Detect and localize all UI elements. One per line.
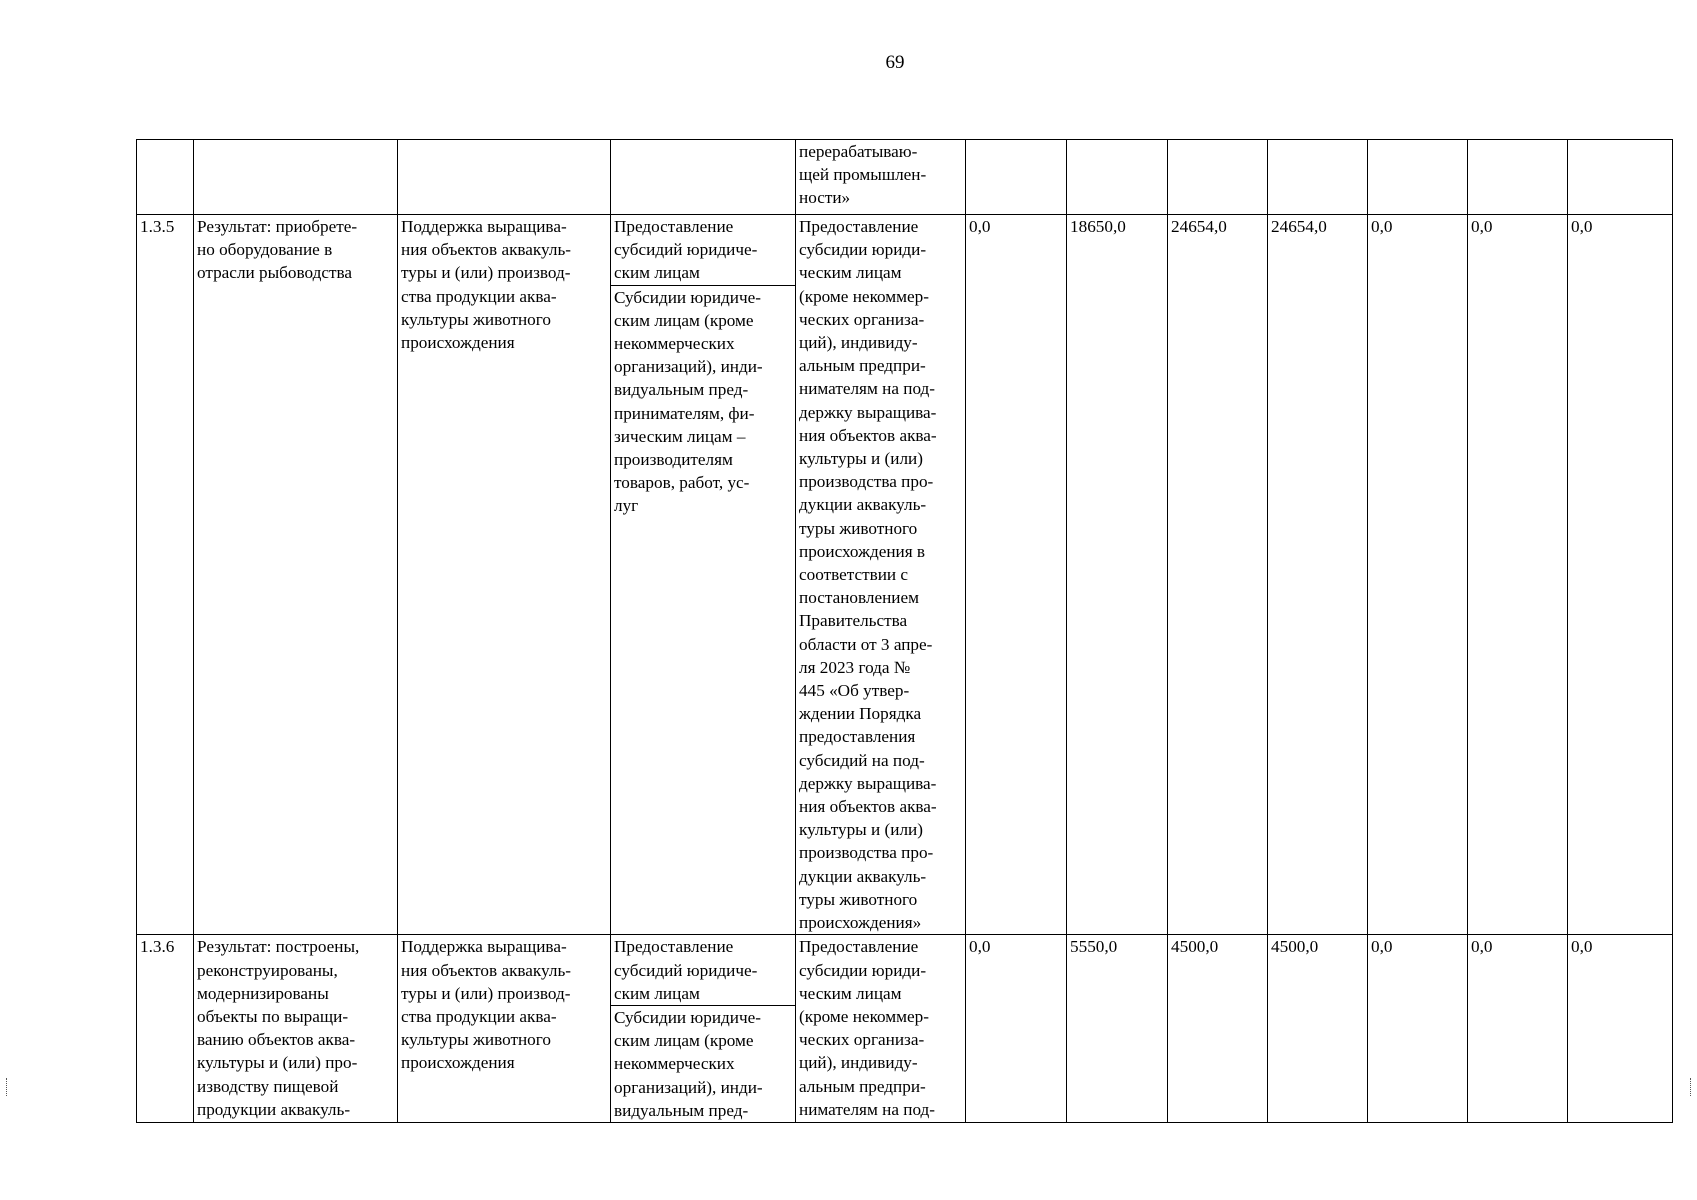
expense-kind <box>611 1006 795 1122</box>
cell-value: 5550,0 <box>1067 935 1168 1123</box>
text-line: некоммерческих <box>614 1054 735 1074</box>
text-line: (кроме некоммер- <box>799 1006 930 1026</box>
text-line: области от 3 апре- <box>799 634 933 654</box>
text-line: культуры животного <box>401 309 551 329</box>
budget-table <box>136 139 1673 1123</box>
text-line: субсидии юриди- <box>799 960 927 980</box>
text-line: зическим лицам – <box>614 426 746 446</box>
cell-value: 24654,0 <box>1168 215 1268 935</box>
cell-num <box>137 140 194 215</box>
text-line: реконструированы, <box>197 960 338 980</box>
text-line: дукции аквакуль- <box>799 866 927 886</box>
text-line: культуры животного <box>401 1030 551 1050</box>
text-line: субсидий юридиче- <box>614 240 758 260</box>
text-line: луг <box>614 496 639 516</box>
text-line: ждении Порядка <box>799 704 922 724</box>
text-line: изводству пищевой <box>197 1076 339 1096</box>
expense-direction <box>611 215 795 286</box>
cell-value <box>1368 140 1468 215</box>
text-line: продукции аквакуль- <box>197 1099 351 1119</box>
text-line: производства про- <box>799 472 934 492</box>
text-line: ческим лицам <box>799 983 902 1003</box>
text-line: ским лицам (кроме <box>614 310 754 330</box>
text-line: 445 «Об утвер- <box>799 681 910 701</box>
text-line: постановлением <box>799 588 919 608</box>
text-line: но оборудование в <box>197 240 333 260</box>
cell-value: 0,0 <box>1468 215 1568 935</box>
text-line: товаров, работ, ус- <box>614 473 750 493</box>
text-line: видуальным пред- <box>614 1100 749 1120</box>
cell-result <box>194 140 398 215</box>
text-line: субсидий на под- <box>799 750 925 770</box>
text-line: альным предпри- <box>799 356 926 376</box>
expense-direction <box>611 935 795 1006</box>
text-line: Предоставление <box>799 217 919 236</box>
text-line: организаций), инди- <box>614 357 763 377</box>
table-row-1-3-5 <box>137 215 1673 935</box>
text-line: видуальным пред- <box>614 380 749 400</box>
text-line: субсидий юридиче- <box>614 960 758 980</box>
text-line: ния объектов аквакуль- <box>401 240 572 260</box>
cell-value <box>1168 140 1268 215</box>
text-line: производителям <box>614 450 733 470</box>
cell-value <box>966 140 1067 215</box>
text-line: ванию объектов аква- <box>197 1030 356 1050</box>
cell-result <box>194 215 398 935</box>
text-line: культуры и (или) <box>799 820 923 840</box>
text-line: Поддержка выращива- <box>401 217 567 236</box>
text-line: туры и (или) производ- <box>401 983 571 1003</box>
table-row-1-3-6 <box>137 935 1673 1123</box>
text-line: нимателям на под- <box>799 1099 936 1119</box>
cell-value: 0,0 <box>1568 935 1673 1123</box>
text-line: производства про- <box>799 843 934 863</box>
cell-num: 1.3.5 <box>137 215 194 935</box>
scan-edge-mark-left <box>6 1078 10 1096</box>
text-line: нимателям на под- <box>799 379 936 399</box>
cell-value: 4500,0 <box>1168 935 1268 1123</box>
cell-value: 0,0 <box>1368 215 1468 935</box>
cell-basis <box>796 935 966 1123</box>
text-line: туры и (или) производ- <box>401 263 571 283</box>
text-line: Правительства <box>799 611 908 631</box>
scan-edge-mark-right <box>1690 1078 1694 1096</box>
cell-value: 4500,0 <box>1268 935 1368 1123</box>
cell-measure <box>398 935 611 1123</box>
text-line: альным предпри- <box>799 1076 926 1096</box>
page-number: 69 <box>885 52 905 73</box>
text-line: соответствии с <box>799 565 909 585</box>
cell-expense-type <box>611 215 796 935</box>
cell-measure <box>398 215 611 935</box>
text-line: происхождения <box>401 1053 515 1073</box>
cell-value: 0,0 <box>966 215 1067 935</box>
text-line: ческих организа- <box>799 309 925 329</box>
cell-value: 18650,0 <box>1067 215 1168 935</box>
text-line: Результат: приобрете- <box>197 217 358 236</box>
text-line: дукции аквакуль- <box>799 495 927 515</box>
text-line: культуры и (или) про- <box>197 1053 358 1073</box>
text-line: ния объектов аква- <box>799 797 937 817</box>
text-line: туры животного <box>799 889 918 909</box>
cell-value <box>1568 140 1673 215</box>
text-line: ским лицам <box>614 263 700 283</box>
text-line: модернизированы <box>197 983 329 1003</box>
text-line: происхождения» <box>799 913 922 933</box>
cell-expense-type <box>611 935 796 1123</box>
text-line: щей промышлен- <box>799 165 927 185</box>
text-line: организаций), инди- <box>614 1077 763 1097</box>
text-line: ния объектов аквакуль- <box>401 960 572 980</box>
text-line: Субсидии юридиче- <box>614 287 761 307</box>
text-line: ческих организа- <box>799 1030 925 1050</box>
cell-num: 1.3.6 <box>137 935 194 1123</box>
text-line: ческим лицам <box>799 263 902 283</box>
text-line: туры животного <box>799 518 918 538</box>
cell-value: 0,0 <box>966 935 1067 1123</box>
text-line: перерабатываю- <box>799 142 918 161</box>
cell-value: 0,0 <box>1368 935 1468 1123</box>
cell-value <box>1268 140 1368 215</box>
table-row-continuation <box>137 140 1673 215</box>
text-line: держку выращива- <box>799 773 937 793</box>
text-line: Поддержка выращива- <box>401 937 567 957</box>
text-line: держку выращива- <box>799 402 937 422</box>
text-line: ства продукции аква- <box>401 1006 557 1026</box>
text-line: принимателям, фи- <box>614 403 755 423</box>
cell-value: 24654,0 <box>1268 215 1368 935</box>
cell-basis <box>796 215 966 935</box>
cell-value: 0,0 <box>1568 215 1673 935</box>
text-line: ций), индивиду- <box>799 1053 918 1073</box>
text-line: ским лицам (кроме <box>614 1031 754 1051</box>
text-line: Предоставление <box>799 937 919 957</box>
cell-expense-type <box>611 140 796 215</box>
expense-kind <box>611 286 795 518</box>
text-line: ций), индивиду- <box>799 333 918 353</box>
text-line: ля 2023 года № <box>799 657 911 677</box>
cell-value: 0,0 <box>1468 935 1568 1123</box>
text-line: ния объектов аква- <box>799 425 937 445</box>
cell-value <box>1067 140 1168 215</box>
text-line: Предоставление <box>614 217 734 236</box>
text-line: ности» <box>799 188 851 208</box>
text-line: ским лицам <box>614 983 700 1003</box>
text-line: предоставления <box>799 727 916 747</box>
text-line: субсидии юриди- <box>799 240 927 260</box>
cell-result <box>194 935 398 1123</box>
text-line: происхождения в <box>799 541 926 561</box>
cell-value <box>1468 140 1568 215</box>
text-line: некоммерческих <box>614 334 735 354</box>
text-line: объекты по выращи- <box>197 1006 349 1026</box>
cell-basis <box>796 140 966 215</box>
text-line: Предоставление <box>614 937 734 957</box>
text-line: отрасли рыбоводства <box>197 263 352 283</box>
text-line: (кроме некоммер- <box>799 286 930 306</box>
text-line: Результат: построены, <box>197 937 360 957</box>
text-line: ства продукции аква- <box>401 286 557 306</box>
text-line: культуры и (или) <box>799 449 923 469</box>
text-line: происхождения <box>401 333 515 353</box>
text-line: Субсидии юридиче- <box>614 1007 761 1027</box>
cell-measure <box>398 140 611 215</box>
